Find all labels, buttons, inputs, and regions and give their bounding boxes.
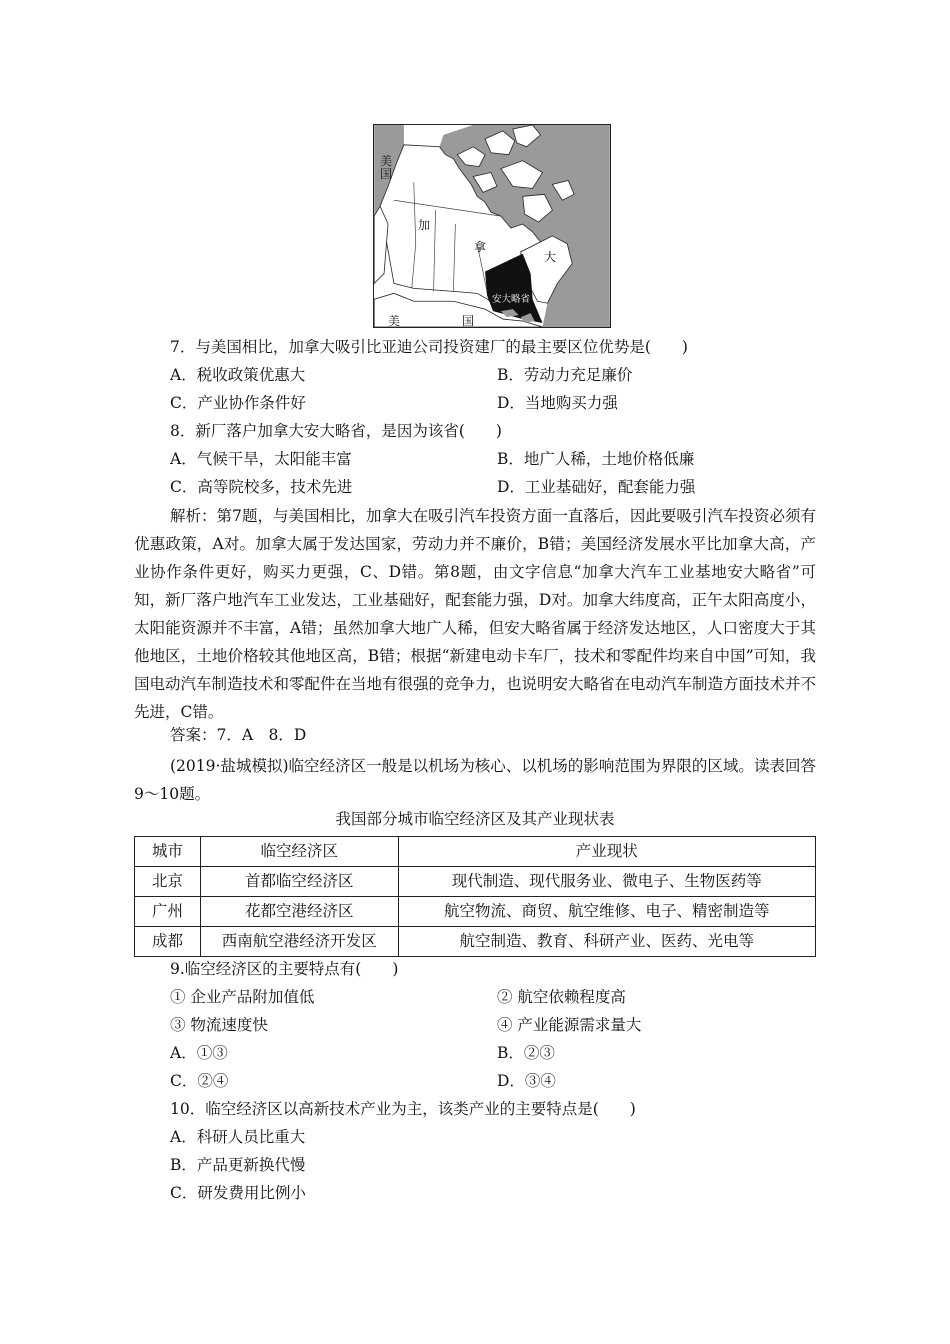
q9-item-4: ④ 产业能源需求量大 — [497, 1016, 642, 1034]
q9-option-c: C．②④ — [170, 1072, 229, 1090]
q9-stem: 9.临空经济区的主要特点有( ) — [170, 960, 399, 978]
table-cell: 首都临空经济区 — [200, 867, 398, 897]
q9-item-1: ① 企业产品附加值低 — [170, 988, 315, 1006]
q10-option-a: A．科研人员比重大 — [170, 1128, 306, 1146]
q8-option-c: C．高等院校多，技术先进 — [170, 478, 353, 496]
canada-map-figure — [373, 124, 611, 328]
q9-option-d: D．③④ — [497, 1072, 556, 1090]
q7-option-c: C．产业协作条件好 — [170, 394, 306, 412]
economic-zone-table — [134, 836, 816, 957]
map-label-ontario: 安大略省 — [492, 294, 531, 305]
table-header-cell: 城市 — [135, 837, 201, 867]
map-label-usa-south-1: 美 — [388, 314, 401, 328]
q8-option-d: D．工业基础好，配套能力强 — [497, 478, 696, 496]
table-row — [135, 867, 816, 897]
table-cell: 花都空港经济区 — [200, 897, 398, 927]
q10-option-b: B．产品更新换代慢 — [170, 1156, 306, 1174]
q7-stem: 7．与美国相比，加拿大吸引比亚迪公司投资建厂的最主要区位优势是( ) — [170, 338, 688, 356]
table-cell: 现代制造、现代服务业、微电子、生物医药等 — [398, 867, 815, 897]
map-label-usa-north: 美国 — [380, 154, 393, 181]
q7-option-a: A．税收政策优惠大 — [170, 366, 306, 384]
table-cell: 航空制造、教育、科研产业、医药、光电等 — [398, 927, 815, 957]
table-cell: 西南航空港经济开发区 — [200, 927, 398, 957]
table-cell: 北京 — [135, 867, 201, 897]
q9-item-2: ② 航空依赖程度高 — [497, 988, 626, 1006]
map-label-canada-1: 加 — [418, 218, 431, 232]
table-row — [135, 927, 816, 957]
q9-option-b: B．②③ — [497, 1044, 555, 1062]
map-label-canada-2: 拿 — [474, 240, 487, 254]
q9-option-a: A．①③ — [170, 1044, 228, 1062]
q8-option-a: A．气候干旱，太阳能丰富 — [170, 450, 352, 468]
q9-item-3: ③ 物流速度快 — [170, 1016, 268, 1034]
map-label-usa-south-2: 国 — [462, 314, 475, 328]
table-cell: 广州 — [135, 897, 201, 927]
intro-paragraph: (2019·盐城模拟)临空经济区一般是以机场为核心、以机场的影响范围为界限的区域。读表回答9～10题。 — [134, 757, 816, 803]
table-cell: 航空物流、商贸、航空维修、电子、精密制造等 — [398, 897, 815, 927]
table-header-cell: 产业现状 — [398, 837, 815, 867]
answer-line: 答案：7．A 8．D — [170, 726, 307, 744]
table-row — [135, 897, 816, 927]
table-caption: 我国部分城市临空经济区及其产业现状表 — [335, 810, 615, 828]
analysis-paragraph: 解析：第7题，与美国相比，加拿大在吸引汽车投资方面一直落后，因此要吸引汽车投资必须有优惠政策，A对。加拿大属于发达国家，劳动力并不廉价，B错；美国经济发展水平比加拿大高，产业协作条件更好，购买力更强，C、D错。第8题，由文字信息“加拿大汽车工业基地安大略省”可知，新厂落户地汽车工业发达，工业基础好，配套能力强，D对。加拿大纬度高，正午太阳高度小，太阳能资源并不丰富，A错；虽然加拿大地广人稀，但安大略省属于经济发达地区，人口密度大于其他地区，土地价格较其他地区高，B错；根据“新建电动卡车厂，技术和零配件均来自中国”可知，我国电动汽车制造技术和零配件在当地有很强的竞争力，也说明安大略省在电动汽车制造方面技术并不先进，C错。 — [134, 507, 817, 721]
q8-stem: 8．新厂落户加拿大安大略省，是因为该省( ) — [170, 422, 502, 440]
table-cell: 成都 — [135, 927, 201, 957]
q7-option-d: D．当地购买力强 — [497, 394, 618, 412]
table-header-row — [135, 837, 816, 867]
q7-option-b: B．劳动力充足廉价 — [497, 366, 633, 384]
q8-option-b: B．地广人稀，土地价格低廉 — [497, 450, 695, 468]
q10-option-c: C．研发费用比例小 — [170, 1184, 306, 1202]
map-label-canada-3: 大 — [544, 250, 557, 264]
table-header-cell: 临空经济区 — [200, 837, 398, 867]
q10-stem: 10．临空经济区以高新技术产业为主，该类产业的主要特点是( ) — [170, 1100, 636, 1118]
